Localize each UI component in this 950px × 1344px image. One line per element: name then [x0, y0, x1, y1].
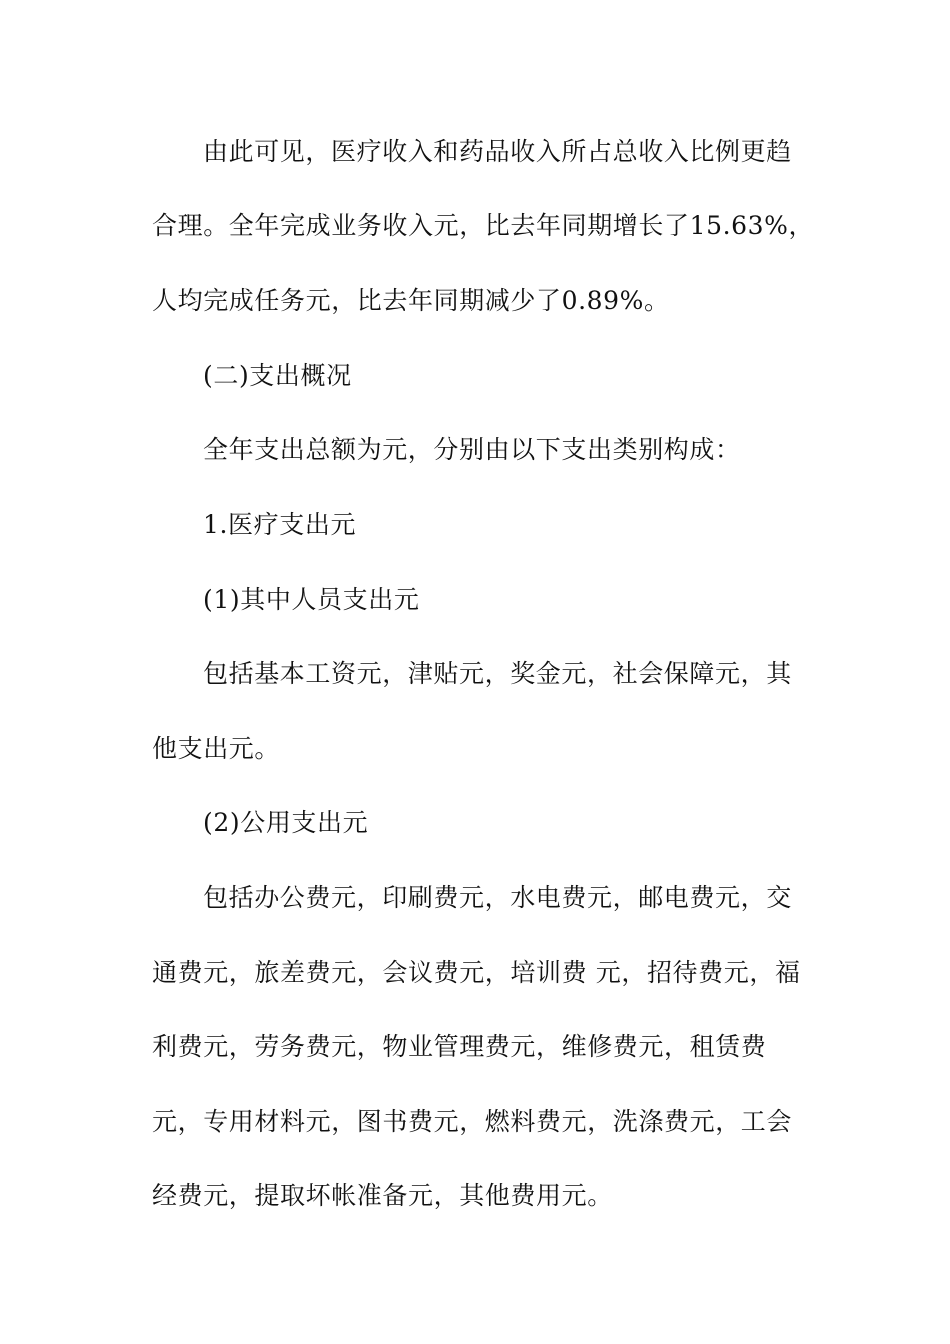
paragraph-line: 通费元，旅差费元，会议费元，培训费 元，招待费元，福	[152, 958, 801, 987]
paragraph-line: 合理。全年完成业务收入元，比去年同期增长了15.63%，	[152, 211, 815, 240]
list-subitem-heading: (1)其中人员支出元	[203, 585, 420, 614]
paragraph-line: 人均完成任务元，比去年同期减少了0.89%。	[152, 286, 670, 315]
paragraph-line: 利费元，劳务费元，物业管理费元，维修费元，租赁费	[152, 1032, 767, 1061]
paragraph-line: 元，专用材料元，图书费元，燃料费元，洗涤费元，工会	[152, 1107, 793, 1136]
paragraph-line: 他支出元。	[152, 734, 281, 763]
list-subitem-heading: (2)公用支出元	[203, 808, 369, 837]
paragraph-line: 包括基本工资元，津贴元，奖金元，社会保障元，其	[203, 659, 792, 688]
paragraph-line: 由此可见，医疗收入和药品收入所占总收入比例更趋	[203, 137, 792, 166]
paragraph-line: 全年支出总额为元，分别由以下支出类别构成：	[203, 435, 741, 464]
paragraph-line: 经费元，提取坏帐准备元，其他费用元。	[152, 1181, 613, 1210]
list-item-heading: 1.医疗支出元	[203, 510, 357, 539]
section-heading: (二)支出概况	[203, 361, 352, 390]
paragraph-line: 包括办公费元，印刷费元，水电费元，邮电费元，交	[203, 883, 792, 912]
